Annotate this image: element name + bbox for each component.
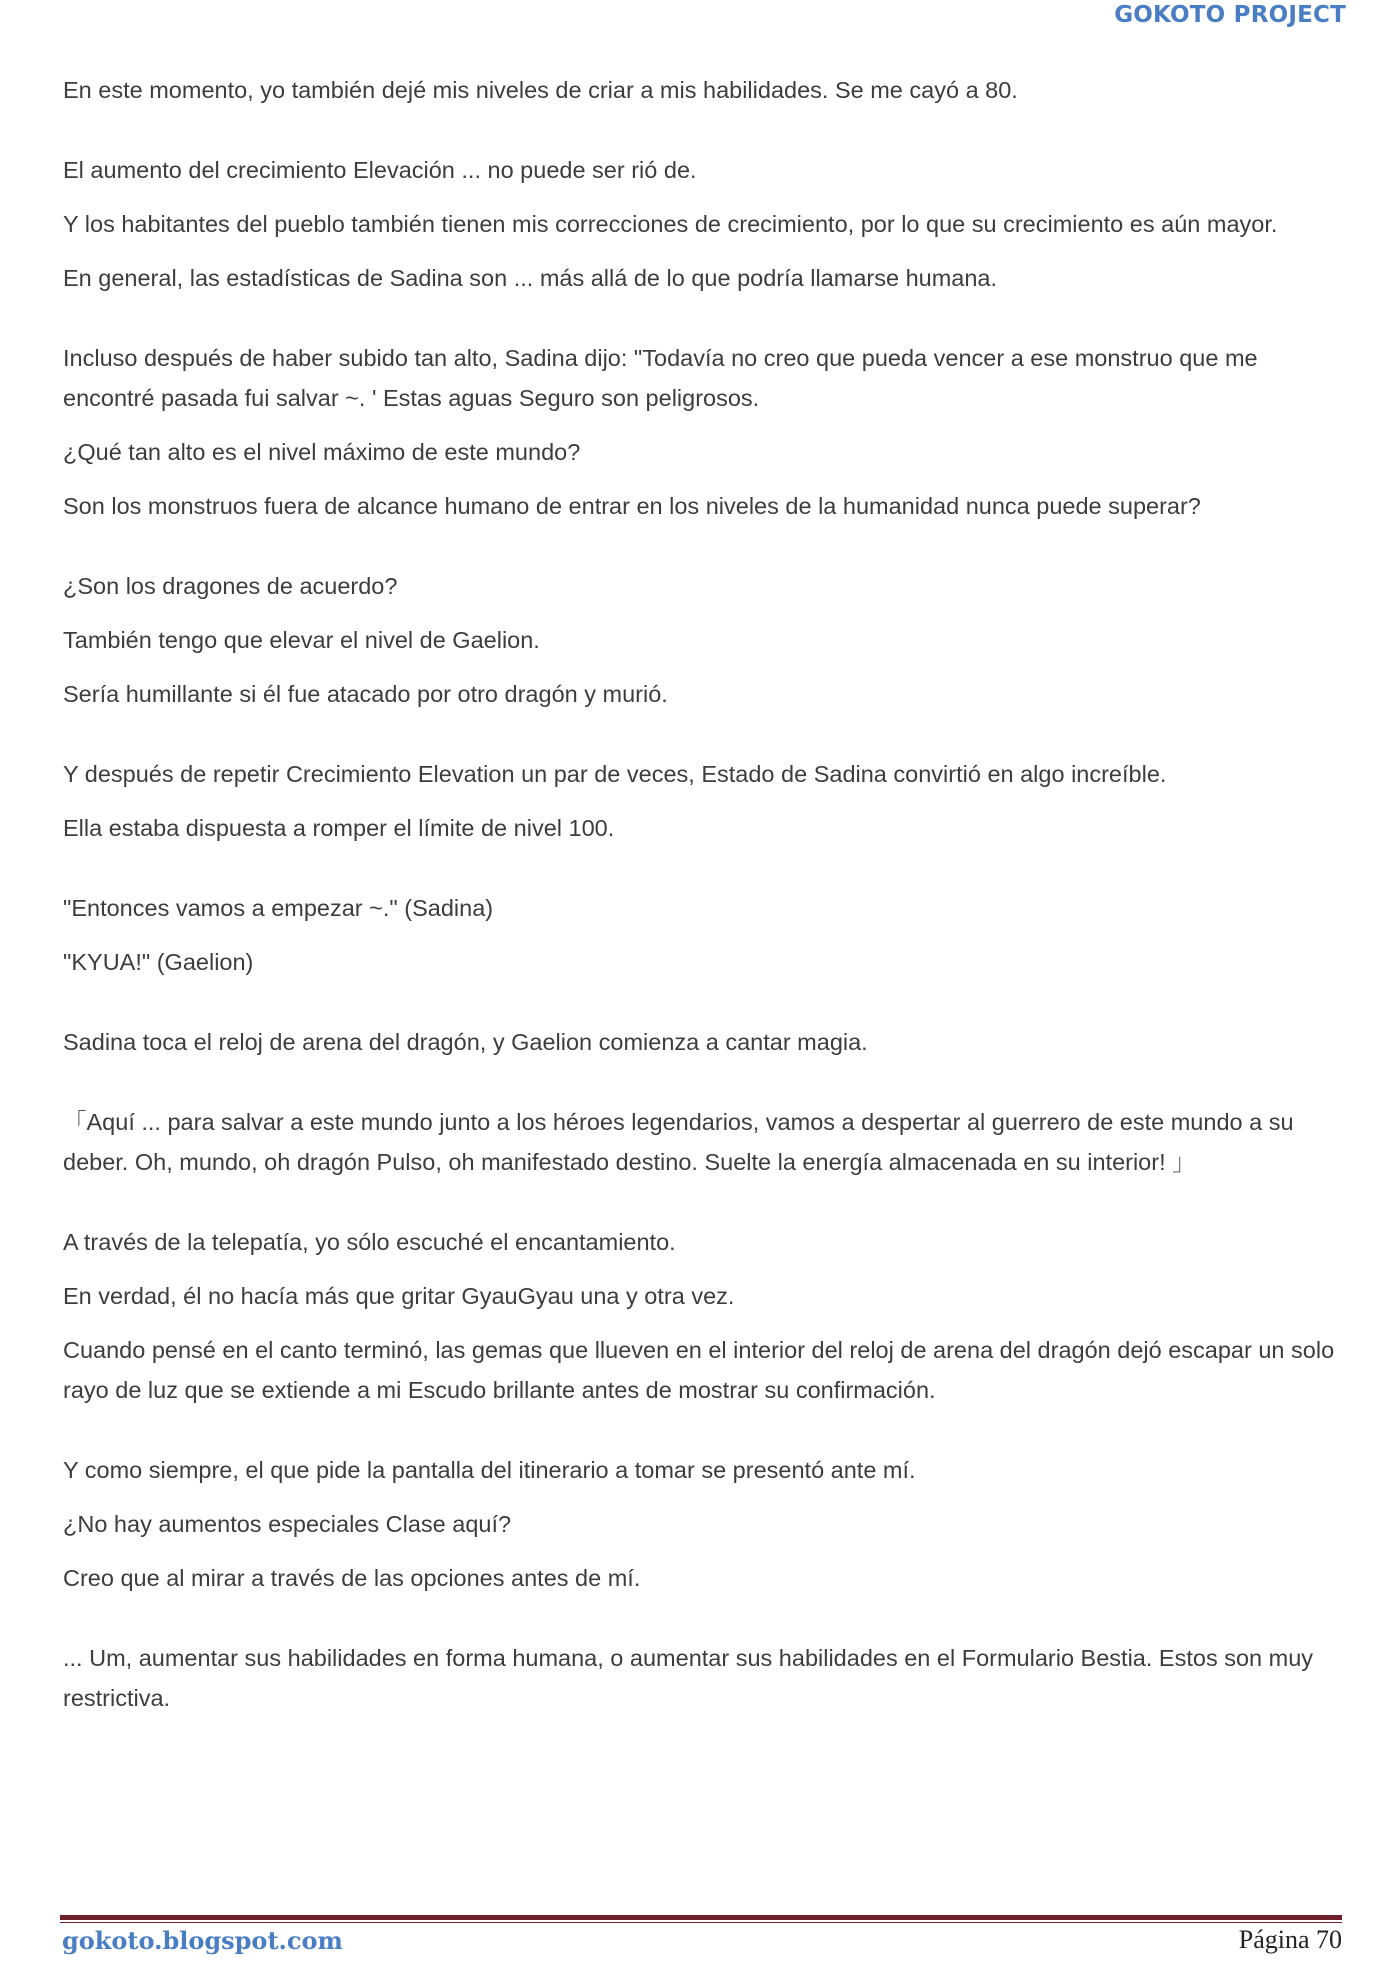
- footer-blog-link[interactable]: gokoto.blogspot.com: [62, 1926, 343, 1955]
- paragraph: Sería humillante si él fue atacado por otro dragón y murió.: [63, 681, 668, 707]
- paragraph: En verdad, él no hacía más que gritar GyauGyau una y otra vez.: [63, 1283, 735, 1309]
- paragraph: Sadina toca el reloj de arena del dragón, y Gaelion comienza a cantar magia.: [63, 1029, 868, 1055]
- paragraph: ¿No hay aumentos especiales Clase aquí?: [63, 1511, 512, 1537]
- paragraph: Y los habitantes del pueblo también tienen mis correcciones de crecimiento, por lo que su crecimiento es aún mayor.: [63, 211, 1278, 237]
- footer-divider-thin: [60, 1922, 1342, 1923]
- document-body: [63, 70, 1343, 1732]
- header-title: GOKOTO PROJECT: [1114, 2, 1346, 28]
- page-number: Página 70: [1238, 1925, 1342, 1954]
- paragraph: A través de la telepatía, yo sólo escuché el encantamiento.: [63, 1229, 676, 1255]
- paragraph: En este momento, yo también dejé mis niveles de criar a mis habilidades. Se me cayó a 80.: [63, 77, 1018, 103]
- paragraph: Creo que al mirar a través de las opciones antes de mí.: [63, 1565, 641, 1591]
- footer-divider-thick: [60, 1915, 1342, 1920]
- paragraph: ¿Qué tan alto es el nivel máximo de este mundo?: [63, 439, 581, 465]
- paragraph: "KYUA!" (Gaelion): [63, 949, 254, 975]
- paragraph: Ella estaba dispuesta a romper el límite de nivel 100.: [63, 815, 615, 841]
- paragraph: Y como siempre, el que pide la pantalla del itinerario a tomar se presentó ante mí.: [63, 1457, 916, 1483]
- paragraph: 「Aquí ... para salvar a este mundo junto a los héroes legendarios, vamos a despertar al guerrero de este mundo a su deber. Oh, mundo, oh dragón Pulso, oh manifestado destino. Suelte la energía almacenada en su interior! 」: [63, 1109, 1294, 1175]
- paragraph: Incluso después de haber subido tan alto, Sadina dijo: "Todavía no creo que pueda vencer a ese monstruo que me encontré pasada fui salvar ~. ' Estas aguas Seguro son peligrosos.: [63, 345, 1258, 411]
- paragraph: Cuando pensé en el canto terminó, las gemas que llueven en el interior del reloj de arena del dragón dejó escapar un solo rayo de luz que se extiende a mi Escudo brillante antes de mostrar su confirmación.: [63, 1337, 1335, 1403]
- paragraph: Y después de repetir Crecimiento Elevation un par de veces, Estado de Sadina convirtió en algo increíble.: [63, 761, 1167, 787]
- paragraph: Son los monstruos fuera de alcance humano de entrar en los niveles de la humanidad nunca puede superar?: [63, 493, 1201, 519]
- paragraph: ... Um, aumentar sus habilidades en forma humana, o aumentar sus habilidades en el Formulario Bestia. Estos son muy restrictiva.: [63, 1645, 1314, 1711]
- paragraph: En general, las estadísticas de Sadina son ... más allá de lo que podría llamarse humana.: [63, 265, 998, 291]
- paragraph: También tengo que elevar el nivel de Gaelion.: [63, 627, 540, 653]
- paragraph: "Entonces vamos a empezar ~." (Sadina): [63, 895, 494, 921]
- paragraph: ¿Son los dragones de acuerdo?: [63, 573, 398, 599]
- paragraph: El aumento del crecimiento Elevación ... no puede ser rió de.: [63, 157, 697, 183]
